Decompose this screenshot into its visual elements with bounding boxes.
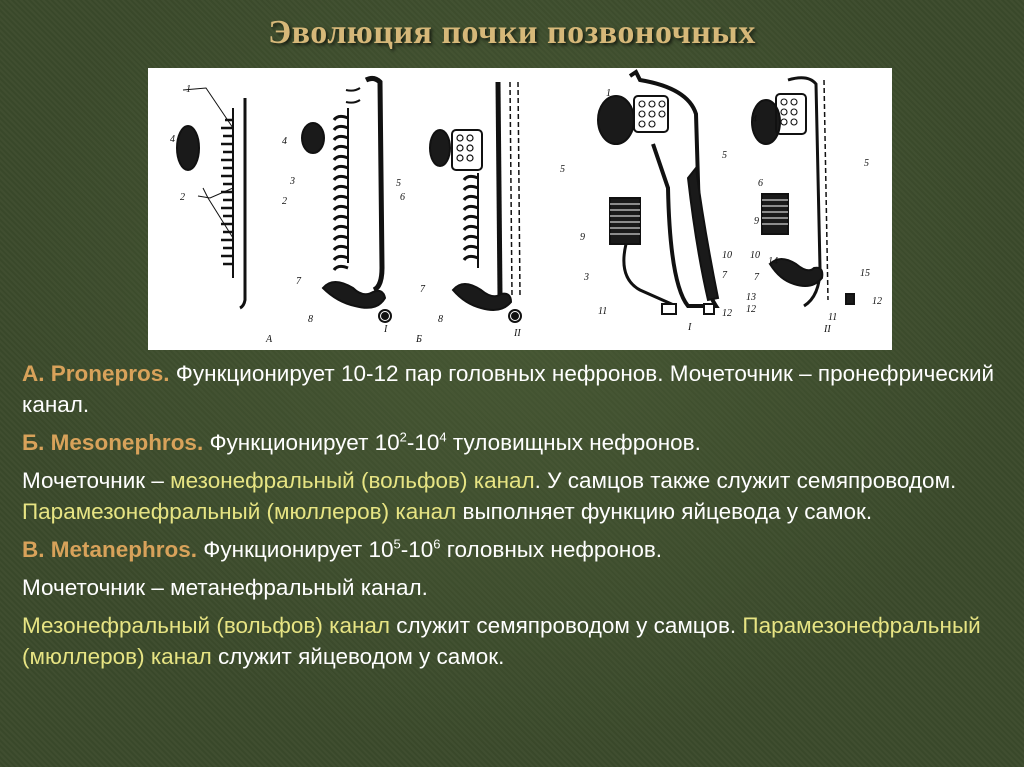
svg-text:11: 11 <box>828 312 838 323</box>
svg-text:14: 14 <box>768 256 778 267</box>
svg-text:II: II <box>824 324 831 335</box>
svg-text:6: 6 <box>758 178 763 189</box>
slide-body <box>22 358 1012 679</box>
stage-c-text-3: головных нефронов. <box>440 537 663 562</box>
mullerian-duct-term: Парамезонефральный (мюллеров) канал <box>22 499 457 524</box>
kidney-evolution-figure <box>148 68 892 350</box>
stage-c-heading: В. Metanephros. <box>22 537 198 562</box>
svg-text:1: 1 <box>606 88 611 99</box>
mullerian-duct-term-2: Парамезонефральный (мюллеров) канал <box>22 613 981 669</box>
ureter-label: Мочеточник – <box>22 468 171 493</box>
paragraph-pronephros <box>22 358 1012 420</box>
svg-text:5: 5 <box>722 150 727 161</box>
diagram-ii-right <box>752 78 854 306</box>
svg-text:5: 5 <box>560 164 565 175</box>
female-fate-text: служит яйцеводом у самок. <box>211 644 505 669</box>
stage-b-text-1: Функционирует 10 <box>203 430 400 455</box>
wolffian-duct-term-2: Мезонефральный (вольфов) канал <box>22 613 391 638</box>
svg-text:9: 9 <box>754 216 759 227</box>
stage-b-text-3: туловищных нефронов. <box>446 430 701 455</box>
female-function-text: выполняет функцию яйцевода у самок. <box>456 499 873 524</box>
svg-text:7: 7 <box>754 272 759 283</box>
svg-text:5: 5 <box>864 158 869 169</box>
metanephric-ureter-text: Мочеточник – метанефральный канал. <box>22 575 428 600</box>
svg-text:7: 7 <box>722 270 727 281</box>
svg-text:12: 12 <box>872 296 882 307</box>
svg-text:3: 3 <box>584 272 589 283</box>
diagram-b <box>430 82 521 322</box>
svg-text:А: А <box>266 334 273 345</box>
gonad-a <box>177 126 199 170</box>
diagram-i-right <box>598 72 718 314</box>
svg-text:11: 11 <box>598 306 608 317</box>
svg-text:4: 4 <box>282 136 287 147</box>
paragraph-duct-fates <box>22 610 1012 672</box>
svg-text:8: 8 <box>308 314 313 325</box>
svg-text:2: 2 <box>282 196 287 207</box>
svg-text:3: 3 <box>290 176 295 187</box>
wolffian-duct-term: мезонефральный (вольфов) канал <box>170 468 535 493</box>
svg-text:12: 12 <box>746 304 756 315</box>
stage-b-text-2: -10 <box>406 430 440 455</box>
svg-text:II: II <box>514 328 521 339</box>
svg-text:Б: Б <box>416 334 422 345</box>
svg-text:4: 4 <box>170 134 175 145</box>
svg-text:4: 4 <box>752 114 757 125</box>
svg-text:12: 12 <box>722 308 732 319</box>
diagram-i <box>302 78 391 322</box>
paragraph-mesonephros <box>22 427 1012 458</box>
svg-text:15: 15 <box>860 268 870 279</box>
male-function-text: . У самцов также служит семяпроводом. <box>534 468 957 493</box>
svg-text:13: 13 <box>746 292 756 303</box>
male-fate-text: служит семяпроводом у самцов. <box>390 613 743 638</box>
svg-text:10: 10 <box>722 250 732 261</box>
paragraph-metanephric-ureter <box>22 572 1012 603</box>
stage-c-exp-1: 5 <box>393 536 401 552</box>
svg-text:1: 1 <box>186 84 191 95</box>
svg-text:10: 10 <box>750 250 760 261</box>
stage-c-text-2: -10 <box>400 537 434 562</box>
stage-b-exp-2: 4 <box>439 429 447 445</box>
stage-a-description: Функционирует 10-12 пар головных нефронов. Мочеточник – пронефрический канал. <box>22 361 995 417</box>
diagram-a <box>177 88 245 308</box>
stage-b-heading: Б. Mesonephros. <box>22 430 204 455</box>
paragraph-metanephros <box>22 534 1012 565</box>
kidney-diagram <box>148 68 892 350</box>
svg-text:2: 2 <box>180 192 185 203</box>
slide-title: Эволюция почки позвоночных <box>268 14 756 51</box>
svg-text:7: 7 <box>296 276 301 287</box>
svg-text:I: I <box>688 322 692 333</box>
stage-a-heading: А. Pronepros. <box>22 361 170 386</box>
stage-b-exp-1: 2 <box>399 429 407 445</box>
svg-text:7: 7 <box>420 284 425 295</box>
svg-text:6: 6 <box>400 192 405 203</box>
svg-text:5: 5 <box>396 178 401 189</box>
stage-c-text-1: Функционирует 10 <box>197 537 394 562</box>
svg-text:I: I <box>384 324 388 335</box>
stage-c-exp-2: 6 <box>433 536 441 552</box>
paragraph-mesonephros-ducts <box>22 465 1012 527</box>
svg-text:8: 8 <box>438 314 443 325</box>
svg-text:9: 9 <box>580 232 585 243</box>
